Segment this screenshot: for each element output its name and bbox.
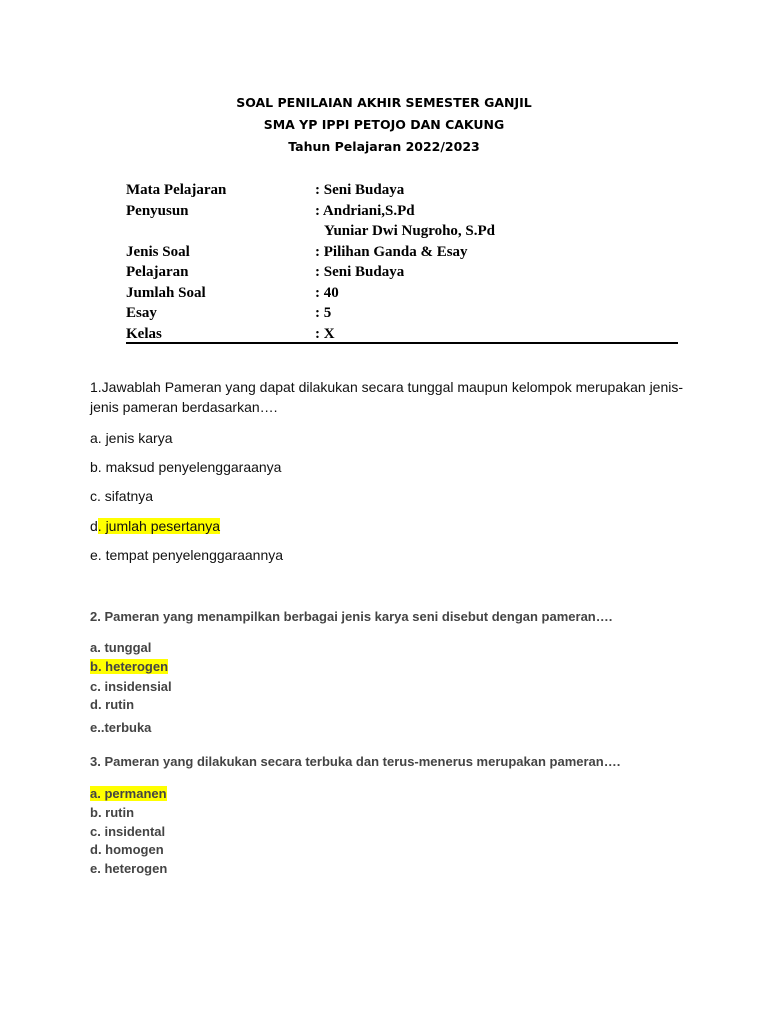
info-label: Jenis Soal (126, 243, 190, 260)
question-3-text: 3. Pameran yang dilakukan secara terbuka dan terus-menerus merupakan pameran…. (90, 754, 621, 769)
info-label: Mata Pelajaran (126, 182, 227, 198)
info-label: Penyusun (126, 202, 189, 219)
question-2-option-b (90, 659, 168, 674)
question-1-text: 1.Jawablah Pameran yang dapat dilakukan secara tunggal maupun kelompok merupakan jenis-jenis pameran berdasarkan…. (90, 379, 684, 415)
question-3-option-b: b. rutin (90, 805, 135, 820)
exam-info-table (126, 180, 678, 344)
question-2-option-e: e..terbuka (90, 720, 152, 735)
exam-title: SOAL PENILAIAN AKHIR SEMESTER GANJIL (236, 95, 532, 110)
answer-highlight: a. permanen (90, 786, 167, 801)
question-3-option-e: e. heterogen (90, 861, 168, 876)
info-label: Pelajaran (126, 264, 189, 280)
info-value: : Andriani,S.Pd (315, 202, 415, 219)
info-row-esay (126, 303, 678, 324)
question-1-option-e: e. tempat penyelenggaraannya (90, 547, 284, 563)
info-label: Jumlah Soal (126, 284, 206, 301)
info-label: Esay (126, 305, 157, 321)
info-value: : Seni Budaya (315, 182, 405, 198)
info-row-pelajaran (126, 262, 678, 283)
info-value: : 40 (315, 284, 339, 301)
answer-highlight: b. heterogen (90, 659, 169, 674)
info-value: : Seni Budaya (315, 264, 405, 280)
info-value: : 5 (315, 305, 332, 321)
question-3-option-d: d. homogen (90, 842, 164, 857)
question-1-option-a: a. jenis karya (90, 430, 173, 446)
info-row-kelas (126, 324, 678, 345)
question-1-option-c: c. sifatnya (90, 488, 154, 504)
question-2-option-a: a. tunggal (90, 640, 152, 655)
info-value: Yuniar Dwi Nugroho, S.Pd (324, 223, 496, 239)
question-1-option-b: b. maksud penyelenggaraanya (90, 459, 282, 475)
info-row-jumlah-soal (126, 283, 678, 304)
info-row-penyusun-cont (126, 221, 678, 242)
option-letter: d (90, 518, 98, 534)
question-3-option-a (90, 786, 167, 801)
question-2-text: 2. Pameran yang menampilkan berbagai jenis karya seni disebut dengan pameran…. (90, 609, 613, 624)
academic-year: Tahun Pelajaran 2022/2023 (288, 139, 480, 154)
info-label: Kelas (126, 325, 162, 342)
question-2-option-d: d. rutin (90, 697, 135, 712)
info-row-penyusun (126, 201, 678, 222)
info-value: : X (315, 325, 335, 342)
answer-highlight: . jumlah pesertanya (97, 518, 220, 534)
question-2-option-c: c. insidensial (90, 679, 172, 694)
info-row-mata-pelajaran (126, 180, 678, 201)
question-3-option-c: c. insidental (90, 824, 166, 839)
divider-line (126, 342, 678, 344)
info-value: : Pilihan Ganda & Esay (315, 243, 468, 260)
school-name: SMA YP IPPI PETOJO DAN CAKUNG (263, 117, 505, 132)
info-row-jenis-soal (126, 242, 678, 263)
question-1-option-d (90, 518, 220, 534)
